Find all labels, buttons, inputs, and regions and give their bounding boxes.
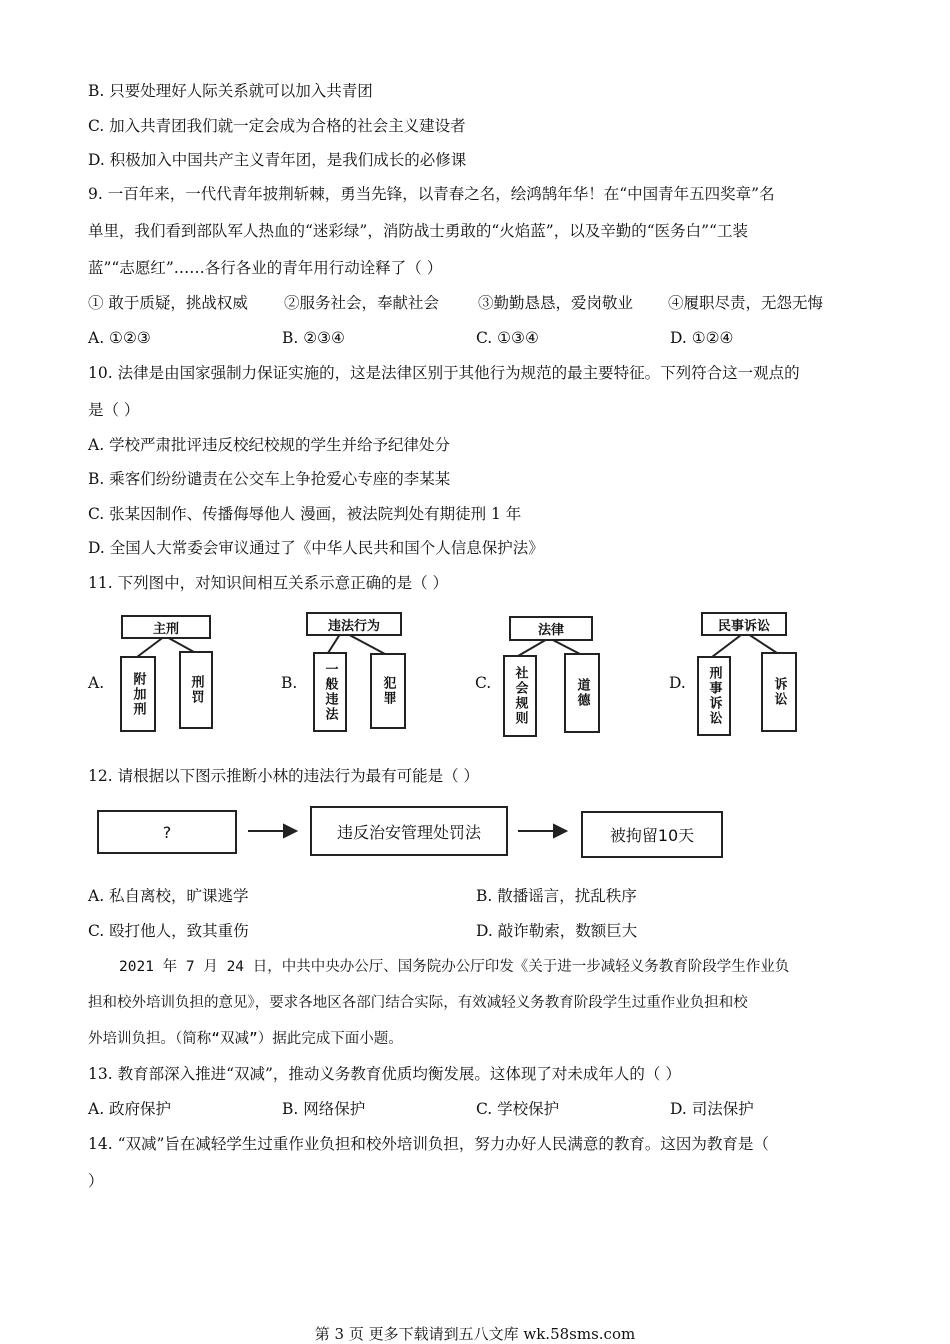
- q9-option-a: A. ①②③: [88, 329, 151, 347]
- q9-stem-line3: 蓝”“志愿红”……各行各业的青年用行动诠释了（ ）: [88, 259, 443, 277]
- q8-option-c: C. 加入共青团我们就一定会成为合格的社会主义建设者: [88, 117, 466, 135]
- q13-option-a: A. 政府保护: [88, 1100, 172, 1118]
- q11-stem: 11. 下列图中，对知识间相互关系示意正确的是（ ）: [88, 574, 449, 592]
- q12-flow-box-law: 违反治安管理处罚法: [310, 806, 508, 856]
- q12-options-row1: [88, 889, 868, 909]
- q8-option-d: D. 积极加入中国共产主义青年团，是我们成长的必修课: [88, 151, 467, 169]
- q12-flow-box-detained: 被拘留10天: [581, 811, 723, 858]
- q13-option-b: B. 网络保护: [282, 1100, 366, 1118]
- q9-statement-1: ① 敢于质疑，挑战权威: [88, 294, 248, 312]
- q12-option-b: B. 散播谣言，扰乱秩序: [476, 887, 637, 905]
- q11-diagram-b-left: 一般违法: [313, 652, 347, 732]
- q11-diagram-b-label: B.: [281, 674, 298, 692]
- q11-diagram-c-top: 法律: [509, 616, 593, 641]
- q9-stem-line2: 单里，我们看到部队军人热血的“迷彩绿”，消防战士勇敢的“火焰蓝”，以及辛勤的“医务白”“工装: [88, 222, 748, 240]
- q13-option-d: D. 司法保护: [670, 1100, 754, 1118]
- q11-diagram-a-right: 刑罚: [179, 651, 213, 729]
- q13-stem: 13. 教育部深入推进“双减”，推动义务教育优质均衡发展。这体现了对未成年人的（ ）: [88, 1065, 681, 1083]
- q10-option-b: B. 乘客们纷纷谴责在公交车上争抢爱心专座的李某某: [88, 470, 451, 488]
- passage-line2: 担和校外培训负担的意见》，要求各地区各部门结合实际，有效减轻义务教育阶段学生过重作业负担和校: [88, 995, 748, 1011]
- q11-diagram-c-label: C.: [475, 674, 492, 692]
- q13-option-c: C. 学校保护: [476, 1100, 560, 1118]
- q14-stem-line1: 14. “双减”旨在减轻学生过重作业负担和校外培训负担，努力办好人民满意的教育。这因为教育是（: [88, 1135, 769, 1153]
- q11-diagram-b-top: 违法行为: [306, 612, 402, 636]
- q12-flow-box-unknown: ?: [97, 810, 237, 854]
- q11-diagram-a-label: A.: [88, 674, 105, 692]
- q12-options-row2: [88, 924, 868, 944]
- q14-stem-line2: ）: [88, 1172, 104, 1190]
- q11-diagram-c-left: 社会规则: [503, 655, 537, 737]
- q9-option-d: D. ①②④: [670, 329, 734, 347]
- q12-option-a: A. 私自离校，旷课逃学: [88, 887, 249, 905]
- q10-stem-line2: 是（ ）: [88, 401, 140, 419]
- q9-stem-line1: 9. 一百年来，一代代青年披荆斩棘，勇当先锋，以青春之名，绘鸿鹄年华！在“中国青年五四奖章”名: [88, 185, 775, 203]
- q11-diagram-a-top: 主刑: [121, 615, 211, 639]
- passage-line1: 2021 年 7 月 24 日，中共中央办公厅、国务院办公厅印发《关于进一步减轻义务教育阶段学生作业负: [119, 959, 790, 975]
- q12-option-d: D. 敲诈勒索，数额巨大: [476, 922, 638, 940]
- q11-diagram-b-right: 犯罪: [370, 653, 406, 729]
- q11-diagram-a-left: 附加刑: [120, 656, 156, 732]
- q10-option-c: C. 张某因制作、传播侮辱他人 漫画，被法院判处有期徒刑 1 年: [88, 505, 522, 523]
- q10-option-d: D. 全国人大常委会审议通过了《中华人民共和国个人信息保护法》: [88, 539, 544, 557]
- q9-statement-2: ②服务社会，奉献社会: [284, 294, 440, 312]
- q11-diagram-d-top: 民事诉讼: [701, 612, 787, 636]
- q10-option-a: A. 学校严肃批评违反校纪校规的学生并给予纪律处分: [88, 436, 451, 454]
- q9-option-c: C. ①③④: [476, 329, 539, 347]
- q10-stem-line1: 10. 法律是由国家强制力保证实施的，这是法律区别于其他行为规范的最主要特征。下列符合这一观点的: [88, 364, 800, 382]
- q11-diagram-c-right: 道德: [564, 653, 600, 733]
- q11-diagram-d-label: D.: [669, 674, 686, 692]
- q13-options: [88, 1102, 868, 1122]
- q11-diagram-d-left: 刑事诉讼: [697, 656, 731, 736]
- q9-option-b: B. ②③④: [282, 329, 345, 347]
- q9-statement-3: ③勤勤恳恳，爱岗敬业: [478, 294, 634, 312]
- q12-option-c: C. 殴打他人，致其重伤: [88, 922, 249, 940]
- page-footer: 第 3 页 更多下载请到五八文库 wk.58sms.com: [314, 1325, 636, 1343]
- q12-stem: 12. 请根据以下图示推断小林的违法行为最有可能是（ ）: [88, 767, 480, 785]
- passage-line3: 外培训负担。（简称“双减”）据此完成下面小题。: [88, 1031, 403, 1047]
- q8-option-b: B. 只要处理好人际关系就可以加入共青团: [88, 82, 373, 100]
- q9-statement-4: ④履职尽责，无怨无悔: [668, 294, 824, 312]
- q11-diagram-d-right: 诉讼: [761, 652, 797, 732]
